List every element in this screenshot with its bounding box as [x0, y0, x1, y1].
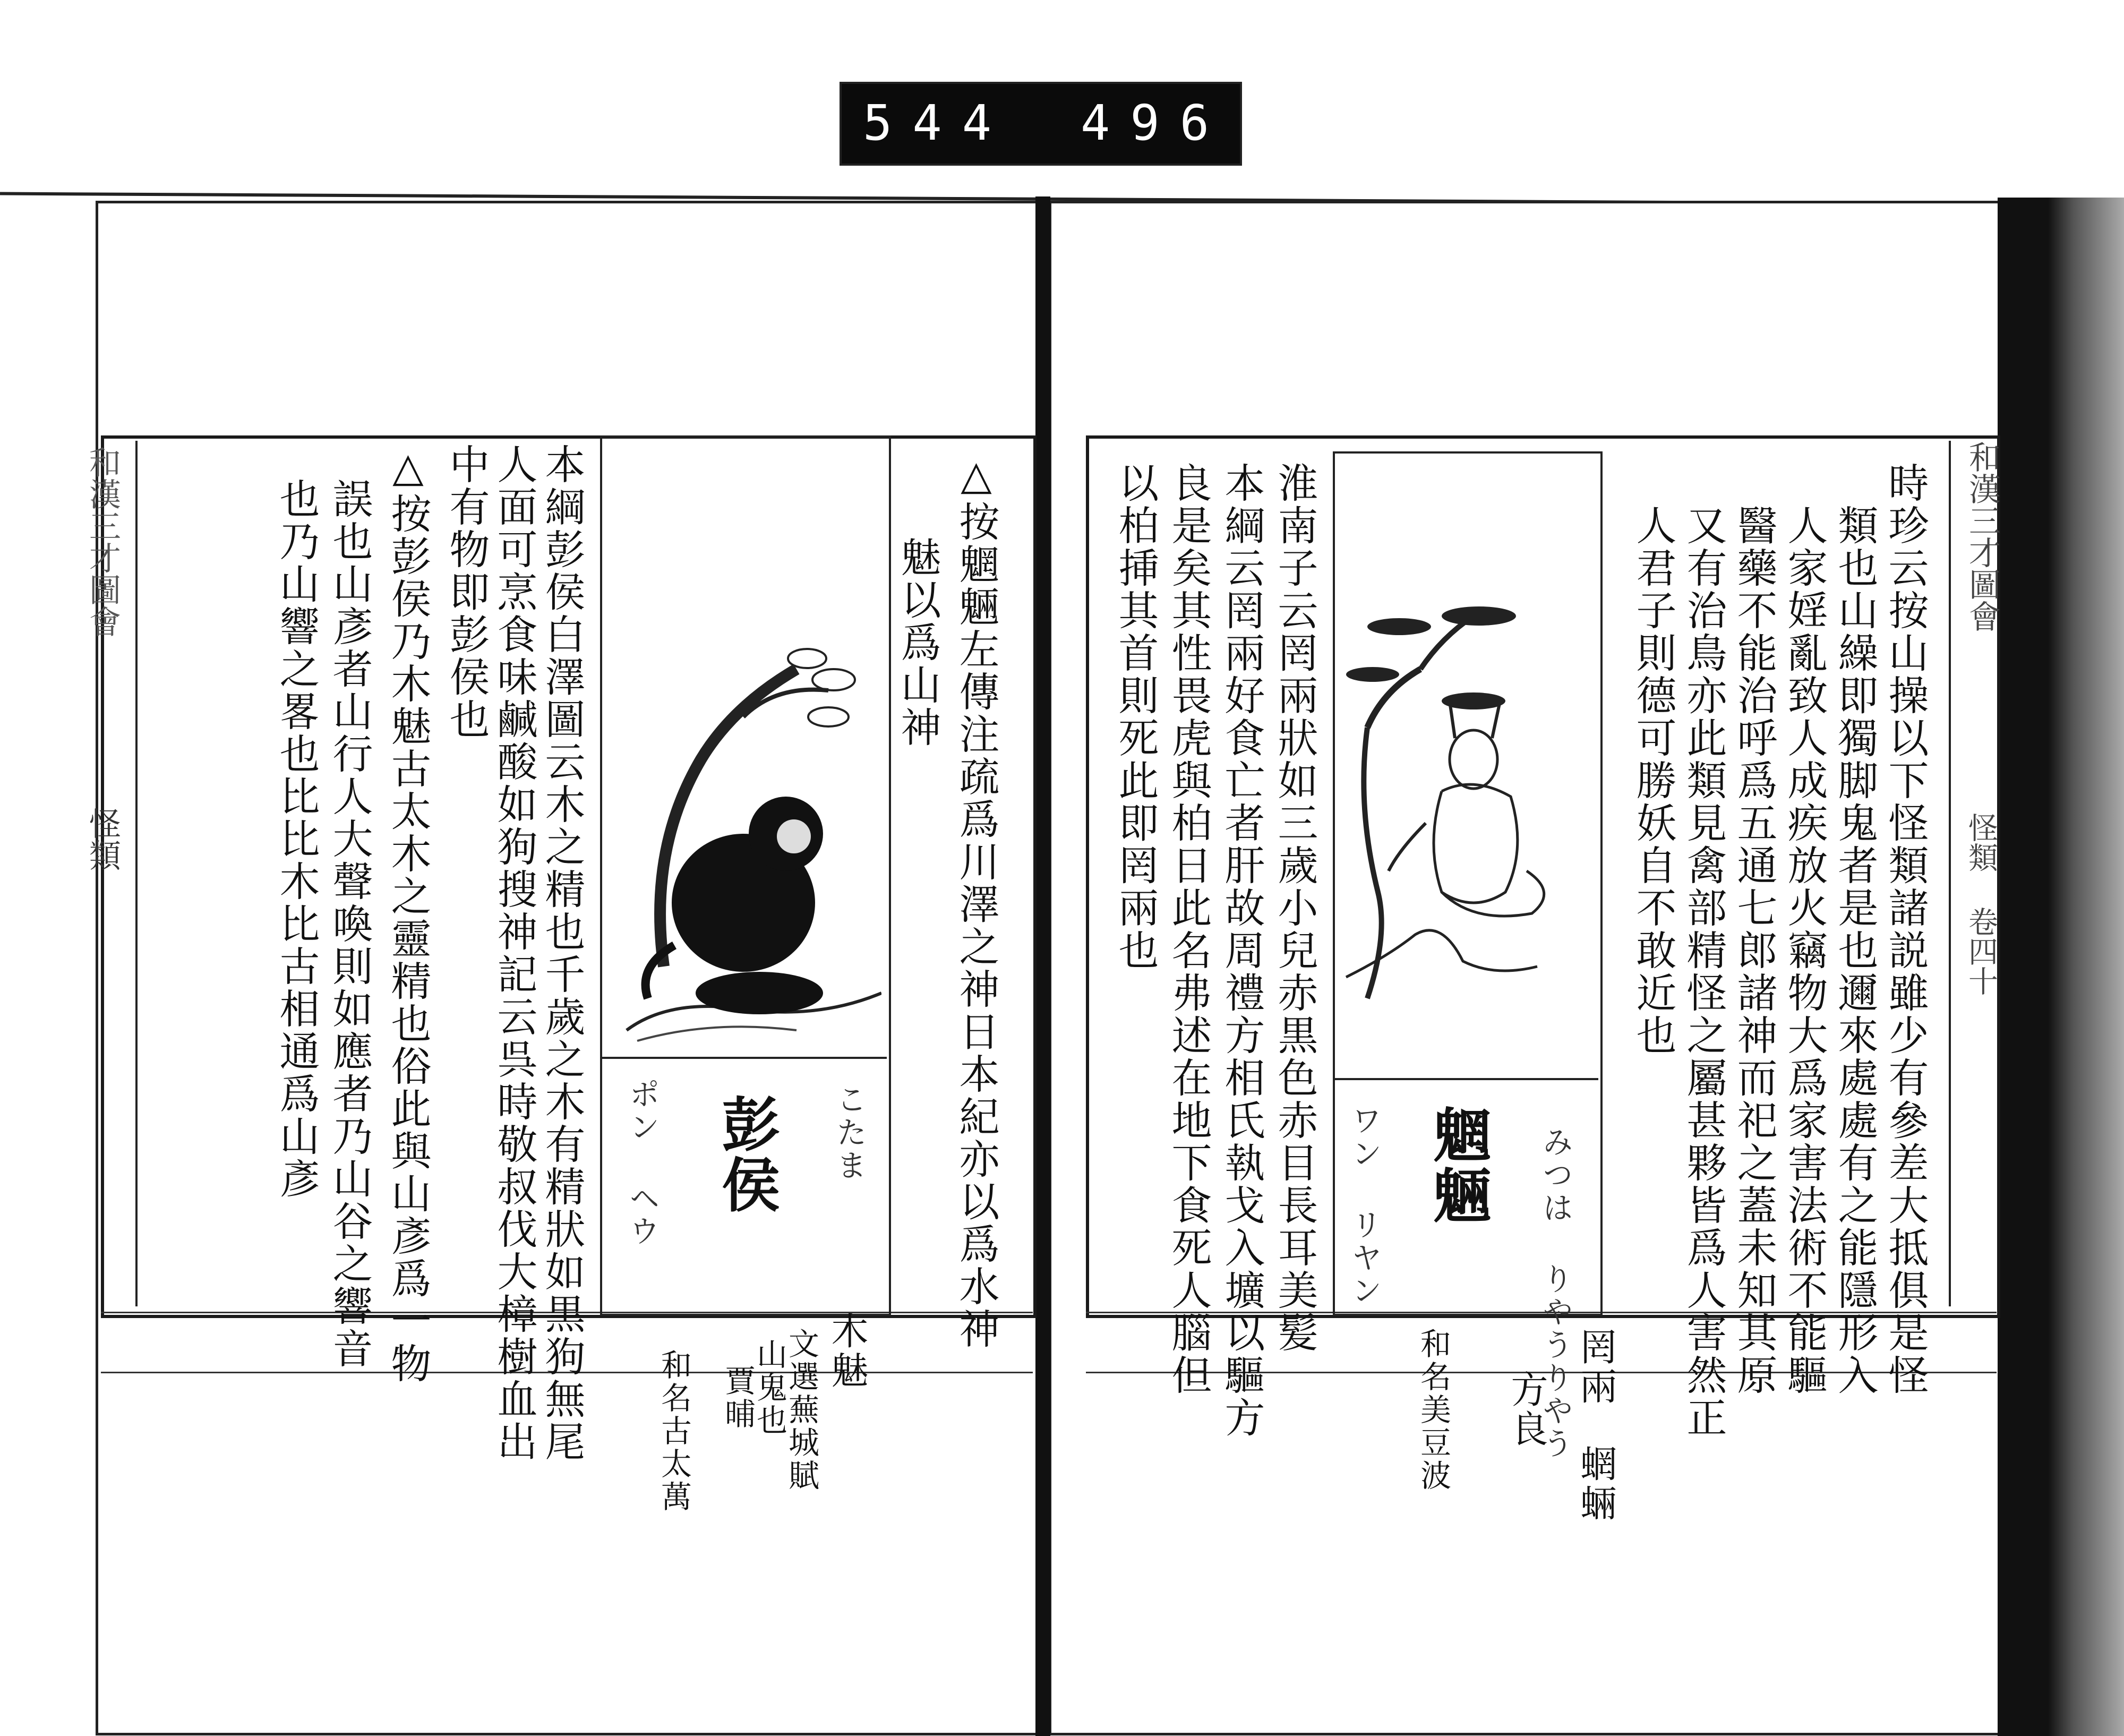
right-top-column-6: 人君子則德可勝妖自不敢近也: [1630, 504, 1677, 1057]
right-body-column-4: 以柏挿其首則死此即罔兩也: [1112, 462, 1159, 972]
right-body-column-3: 良是矣其性畏虎與柏日此名弗述在地下食死人腦但: [1165, 462, 1212, 1397]
left-body-column-5: 誤也山彥者山行人大聲喚則如應者乃山谷之響音: [326, 478, 373, 1370]
left-entry-heading: 彭侯: [712, 1094, 781, 1215]
mouryou-illustration: [1335, 595, 1596, 1020]
right-alias-2: 方良: [1505, 1370, 1548, 1449]
left-alias-4: 和名古太萬: [656, 1349, 692, 1513]
right-running-title: 和漢三才圖會: [1964, 441, 2001, 632]
left-alias-1: 文選蕪城賦: [783, 1328, 819, 1492]
right-running-category: 怪類 卷四十: [1964, 813, 1998, 996]
right-entry-kana-reading: みつは りやうりやう: [1537, 1126, 1573, 1460]
left-intro-column: △按魍魎左傳注疏爲川澤之神日本紀亦以爲水神: [953, 451, 1000, 1350]
monkey-illustration: [605, 627, 881, 1051]
left-intro-continuation: 魅以爲山神: [894, 536, 941, 749]
book-spine: [1035, 196, 1050, 1736]
left-entry-kana-reading: こたま: [831, 1083, 867, 1182]
left-alias-2: 山鬼也: [751, 1338, 787, 1437]
right-body-column-1: 淮南子云罔兩狀如三歲小兒赤黒色赤目長耳美髪: [1271, 462, 1318, 1354]
right-top-column-2: 類也山繰即獨脚鬼者是也邇來處處有之能隱形入: [1831, 504, 1879, 1397]
right-entry-divider: [1333, 1078, 1598, 1080]
right-top-column-3: 人家婬亂致人成疾放火竊物大爲家害法術不能驅: [1781, 504, 1828, 1397]
right-alias-3: 和名美豆波: [1415, 1328, 1451, 1492]
right-alias-0: 罔兩: [1574, 1328, 1617, 1406]
right-top-column-4: 醫藥不能治呼爲五通七郎諸神而祀之蓋未知其原: [1731, 504, 1778, 1397]
archive-number-right: 496: [1081, 95, 1230, 151]
right-book-edge: [1998, 198, 2124, 1736]
right-body-column-2: 本綱云罔兩好食亡者肝故周禮方相氏執戈入壙以驅方: [1218, 462, 1265, 1439]
left-body-column-1: 本綱彭侯白澤圖云木之精也千歲之木有精狀如黒狗無尾: [538, 443, 586, 1463]
archive-number-left: 544: [863, 95, 1012, 151]
left-running-title: 和漢三才圖會: [84, 446, 121, 637]
right-entry-heading: 魍魎: [1424, 1105, 1492, 1226]
left-alias-0: 木魅: [825, 1312, 869, 1390]
right-top-column-5: 又有治鳥亦此類見禽部精怪之屬甚夥皆爲人害然正: [1680, 504, 1727, 1439]
left-body-column-4: △按彭侯乃木魅古太木之靈精也俗此與山彥爲一物: [384, 443, 432, 1385]
right-alias-1: 蝄蜽: [1574, 1444, 1617, 1523]
left-alias-3: 賈晡: [720, 1365, 756, 1431]
right-margin-rule: [1949, 441, 1951, 1306]
archive-number-label: [842, 84, 1240, 164]
left-entry-divider: [600, 1057, 887, 1059]
left-running-category: 怪類: [84, 807, 121, 871]
left-body-column-3: 中有物即彭侯也: [443, 443, 490, 741]
left-page-edge: [0, 201, 96, 1730]
right-top-column-1: 時珍云按山操以下怪類諸説雖少有參差大抵俱是怪: [1882, 462, 1929, 1397]
left-body-column-6: 也乃山響之畧也比比木比古相通爲山彥: [273, 478, 320, 1200]
left-entry-pronunciation: ポン ヘウ: [624, 1078, 660, 1248]
left-body-column-2: 人面可烹食味鹹酸如狗搜神記云呉時敬叔伐大樟樹血出: [491, 443, 538, 1463]
right-entry-pronunciation: ワン リヤン: [1346, 1105, 1382, 1307]
